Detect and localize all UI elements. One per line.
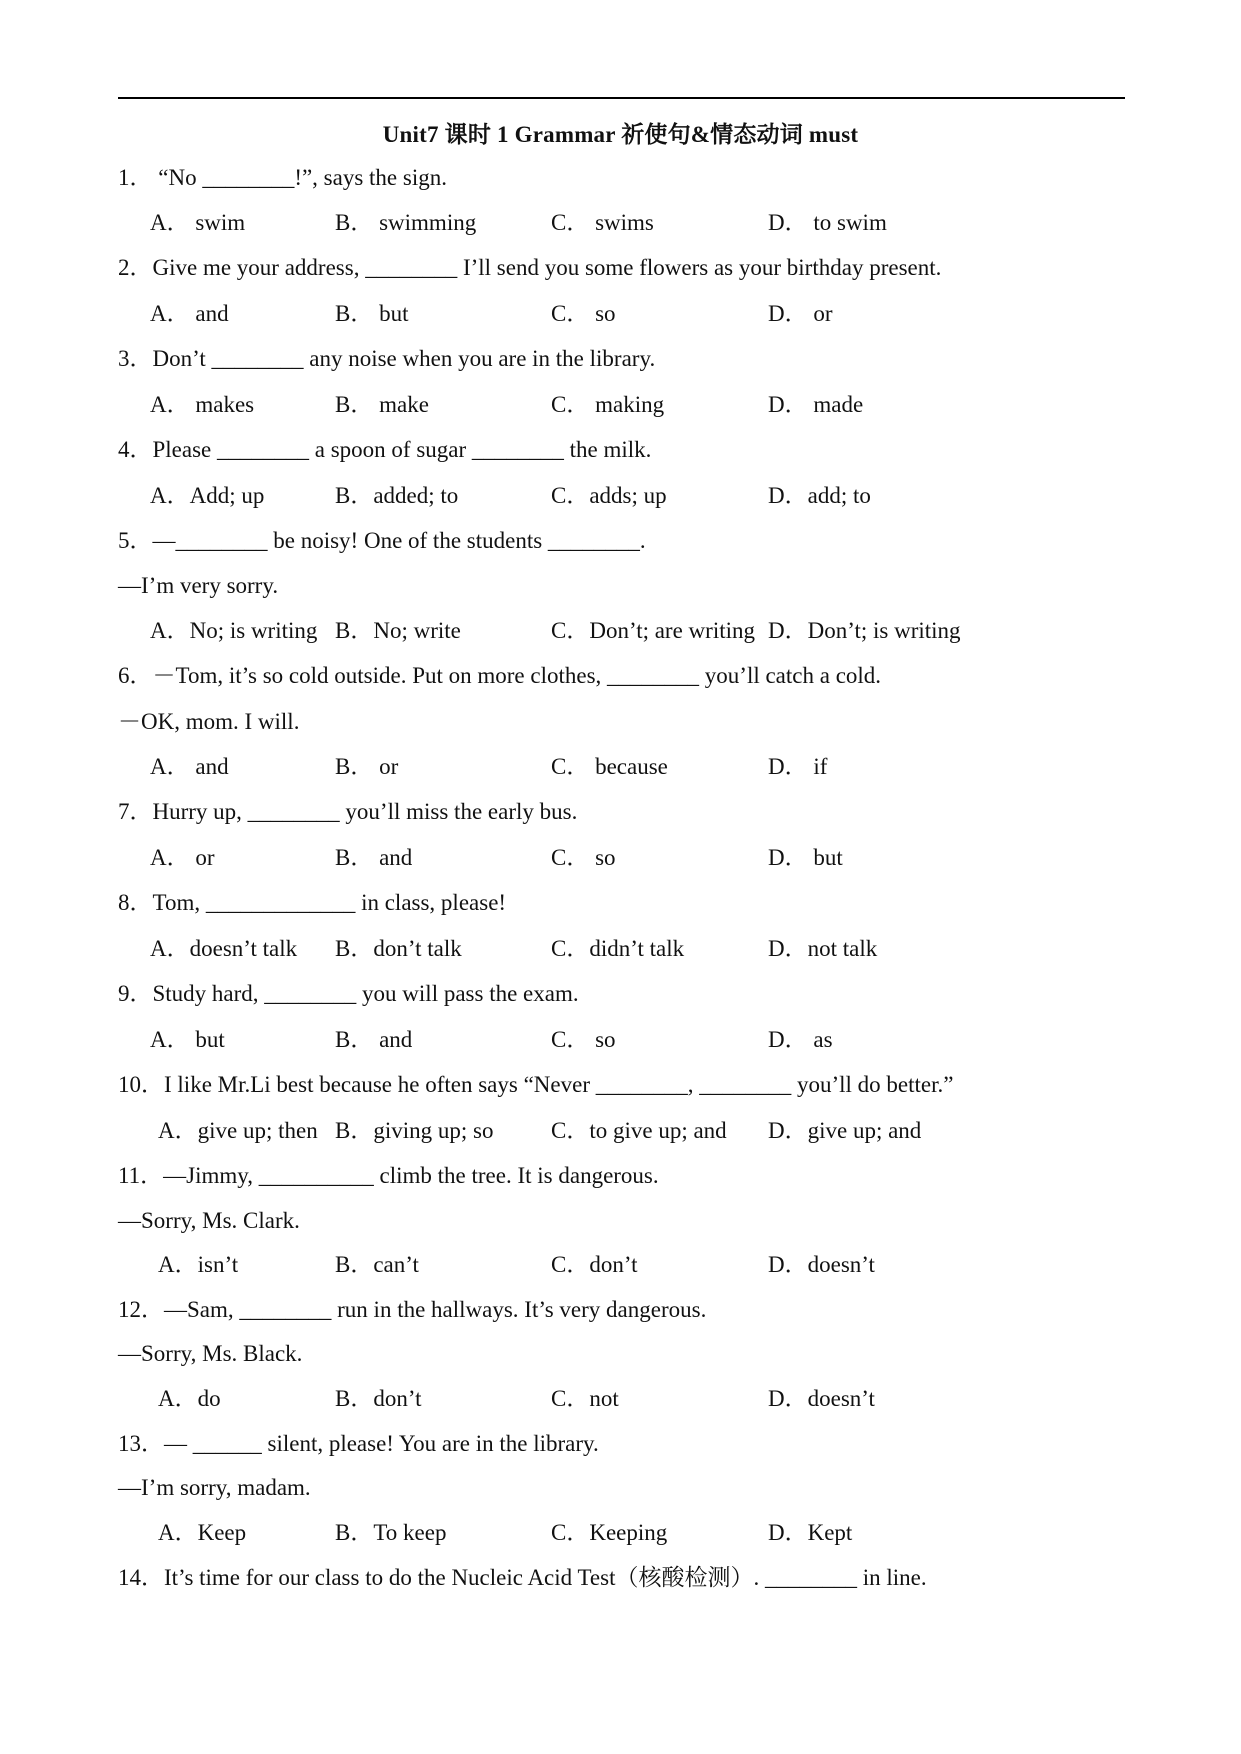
question-stem: 11．—Jimmy, __________ climb the tree. It is dangerous. <box>118 1163 659 1188</box>
option-b: B． swimming <box>335 210 477 235</box>
option-d: D． but <box>768 845 843 870</box>
option-a: A． makes <box>150 392 255 417</box>
question-stem: 13．— ______ silent, please! You are in the library. <box>118 1431 599 1456</box>
option-d: D．Kept <box>768 1520 853 1545</box>
option-c: C． swims <box>551 210 654 235</box>
option-b: B． but <box>335 301 409 326</box>
option-b: B．can’t <box>335 1252 419 1277</box>
option-c: C． making <box>551 392 665 417</box>
question-stem-reply: —Sorry, Ms. Clark. <box>118 1208 300 1233</box>
question-stem: 10．I like Mr.Li best because he often says “Never ________, ________ you’ll do better.” <box>118 1072 954 1097</box>
option-c: C． so <box>551 845 616 870</box>
option-d: D． to swim <box>768 210 887 235</box>
option-d: D． if <box>768 754 828 779</box>
question-stem: 3．Don’t ________ any noise when you are in the library. <box>118 346 656 371</box>
option-a: A． or <box>150 845 215 870</box>
question-stem: 9．Study hard, ________ you will pass the exam. <box>118 981 579 1006</box>
question-stem: 14．It’s time for our class to do the Nucleic Acid Test（核酸检测）. ________ in line. <box>118 1565 927 1590</box>
option-a: A． swim <box>150 210 246 235</box>
option-a: A．Add; up <box>150 483 265 508</box>
option-d: D． made <box>768 392 864 417</box>
option-a: A． and <box>150 754 229 779</box>
question-stem-reply: －OK, mom. I will. <box>118 709 300 734</box>
option-a: A． but <box>150 1027 225 1052</box>
option-b: B． or <box>335 754 399 779</box>
option-b: B． and <box>335 845 413 870</box>
option-d: D．give up; and <box>768 1118 922 1143</box>
option-d: D． as <box>768 1027 833 1052</box>
option-c: C． because <box>551 754 668 779</box>
question-stem: 5．—________ be noisy! One of the students ________. <box>118 528 646 553</box>
option-c: C． so <box>551 1027 616 1052</box>
option-a: A．isn’t <box>158 1252 239 1277</box>
option-c: C．don’t <box>551 1252 638 1277</box>
question-stem-reply: —Sorry, Ms. Black. <box>118 1341 303 1366</box>
option-a: A． and <box>150 301 229 326</box>
option-d: D．Don’t; is writing <box>768 618 961 643</box>
question-stem-reply: —I’m sorry, madam. <box>118 1475 311 1500</box>
option-a: A．Keep <box>158 1520 247 1545</box>
option-c: C．didn’t talk <box>551 936 685 961</box>
option-d: D．doesn’t <box>768 1252 875 1277</box>
option-b: B．added; to <box>335 483 459 508</box>
option-a: A．do <box>158 1386 221 1411</box>
option-c: C．not <box>551 1386 619 1411</box>
question-stem: 7．Hurry up, ________ you’ll miss the early bus. <box>118 799 578 824</box>
option-d: D．doesn’t <box>768 1386 875 1411</box>
page-title: Unit7 课时 1 Grammar 祈使句&情态动词 must <box>382 122 859 147</box>
option-b: B． make <box>335 392 429 417</box>
question-stem: 1． “No ________!”, says the sign. <box>118 165 447 190</box>
option-c: C．adds; up <box>551 483 667 508</box>
option-c: C．Keeping <box>551 1520 668 1545</box>
question-stem: 6．－Tom, it’s so cold outside. Put on more clothes, ________ you’ll catch a cold. <box>118 663 882 688</box>
option-c: C．to give up; and <box>551 1118 727 1143</box>
option-b: B．giving up; so <box>335 1118 494 1143</box>
question-stem: 4．Please ________ a spoon of sugar ________ the milk. <box>118 437 652 462</box>
option-b: B．don’t <box>335 1386 422 1411</box>
option-d: D．add; to <box>768 483 871 508</box>
option-b: B．don’t talk <box>335 936 462 961</box>
question-stem: 2．Give me your address, ________ I’ll send you some flowers as your birthday present. <box>118 255 942 280</box>
option-c: C．Don’t; are writing <box>551 618 755 643</box>
option-a: A．give up; then <box>158 1118 318 1143</box>
question-stem-reply: —I’m very sorry. <box>118 573 279 598</box>
option-b: B．No; write <box>335 618 461 643</box>
option-c: C． so <box>551 301 616 326</box>
option-d: D． or <box>768 301 833 326</box>
option-b: B． and <box>335 1027 413 1052</box>
option-d: D．not talk <box>768 936 878 961</box>
header-rule <box>118 97 1125 99</box>
question-stem: 8．Tom, _____________ in class, please! <box>118 890 507 915</box>
option-a: A．doesn’t talk <box>150 936 298 961</box>
option-b: B．To keep <box>335 1520 447 1545</box>
question-stem: 12．—Sam, ________ run in the hallways. It’s very dangerous. <box>118 1297 707 1322</box>
option-a: A．No; is writing <box>150 618 318 643</box>
